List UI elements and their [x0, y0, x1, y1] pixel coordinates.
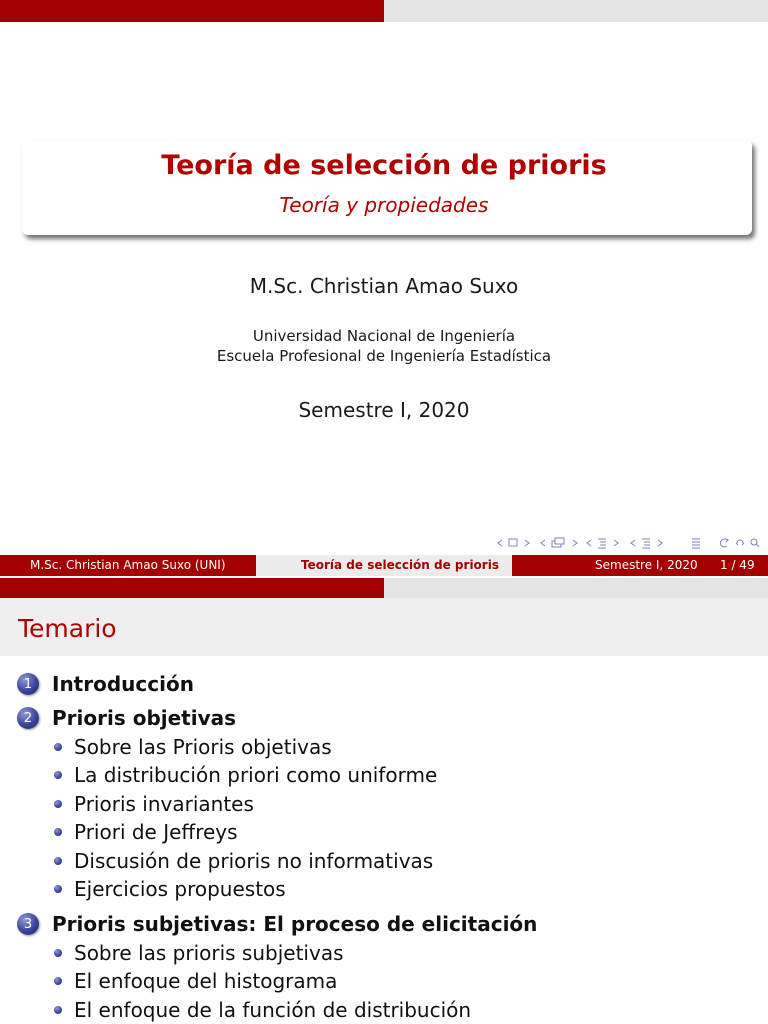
frame-title: Temario — [18, 614, 117, 643]
slide-footer — [0, 555, 768, 576]
toc-subsection-label: Sobre las Prioris objetivas — [74, 735, 332, 759]
toc-section[interactable] — [17, 912, 537, 936]
bullet-icon — [54, 885, 62, 893]
toc-subsection[interactable] — [54, 877, 286, 901]
toc-subsection-label: Discusión de prioris no informativas — [74, 849, 434, 873]
bullet-icon — [54, 800, 62, 808]
footer-author: M.Sc. Christian Amao Suxo (UNI) — [30, 558, 226, 572]
top-bar-gray — [384, 578, 768, 598]
toc-section-label: Introducción — [52, 672, 194, 696]
bullet-icon — [54, 977, 62, 985]
school-name: Escuela Profesional de Ingeniería Estadística — [216, 347, 552, 365]
toc-subsection-label: El enfoque de la función de distribución — [74, 998, 472, 1022]
toc-section[interactable] — [17, 672, 194, 696]
top-bar-red — [0, 578, 384, 598]
section-number-ball: 3 — [17, 913, 39, 935]
section-number-ball: 1 — [17, 673, 39, 695]
bullet-icon — [54, 771, 62, 779]
toc-section[interactable] — [17, 706, 236, 730]
footer-page-number: 1 / 49 — [720, 558, 755, 572]
nav-toc-icon[interactable] — [690, 536, 702, 550]
footer-title-section — [256, 555, 512, 576]
toc-subsection-label: El enfoque del histograma — [74, 969, 338, 993]
toc-subsection-label: Ejercicios propuestos — [74, 877, 286, 901]
presentation-subtitle: Teoría y propiedades — [279, 193, 489, 217]
nav-section-icon[interactable] — [586, 536, 620, 550]
institution-name: Universidad Nacional de Ingeniería — [252, 327, 516, 345]
toc-subsection[interactable] — [54, 849, 433, 873]
footer-date-section — [512, 555, 768, 576]
nav-section-icon[interactable] — [630, 536, 664, 550]
nav-subsection-icon[interactable] — [540, 536, 580, 550]
nav-search-icon[interactable] — [718, 536, 762, 550]
toc-subsection-label: Sobre las prioris subjetivas — [74, 941, 344, 965]
footer-title: Teoría de selección de prioris — [301, 558, 499, 572]
toc-subsection-label: Priori de Jeffreys — [74, 820, 238, 844]
toc-subsection[interactable] — [54, 820, 238, 844]
presentation-date: Semestre I, 2020 — [298, 398, 470, 422]
toc-section-label: Prioris subjetivas: El proceso de elicitación — [52, 912, 538, 936]
bullet-icon — [54, 1006, 62, 1014]
nav-frame-icon[interactable] — [497, 536, 531, 550]
bullet-icon — [54, 828, 62, 836]
toc-subsection-label: Prioris invariantes — [74, 792, 254, 816]
toc-subsection[interactable] — [54, 763, 437, 787]
toc-subsection-label: La distribución priori como uniforme — [74, 763, 438, 787]
footer-author-section — [0, 555, 256, 576]
bullet-icon — [54, 857, 62, 865]
outline-slide — [0, 578, 768, 1024]
toc-subsection[interactable] — [54, 969, 337, 993]
bullet-icon — [54, 743, 62, 751]
bullet-icon — [54, 949, 62, 957]
footer-date: Semestre I, 2020 — [595, 558, 698, 572]
toc-subsection[interactable] — [54, 792, 254, 816]
author-name: M.Sc. Christian Amao Suxo — [249, 274, 519, 298]
toc-subsection[interactable] — [54, 735, 332, 759]
toc-subsection[interactable] — [54, 941, 344, 965]
top-bar-red — [0, 0, 384, 22]
top-bar-gray — [384, 0, 768, 22]
toc-section-label: Prioris objetivas — [52, 706, 237, 730]
presentation-title: Teoría de selección de prioris — [161, 150, 607, 181]
toc-subsection[interactable] — [54, 998, 471, 1022]
section-number-ball: 2 — [17, 707, 39, 729]
